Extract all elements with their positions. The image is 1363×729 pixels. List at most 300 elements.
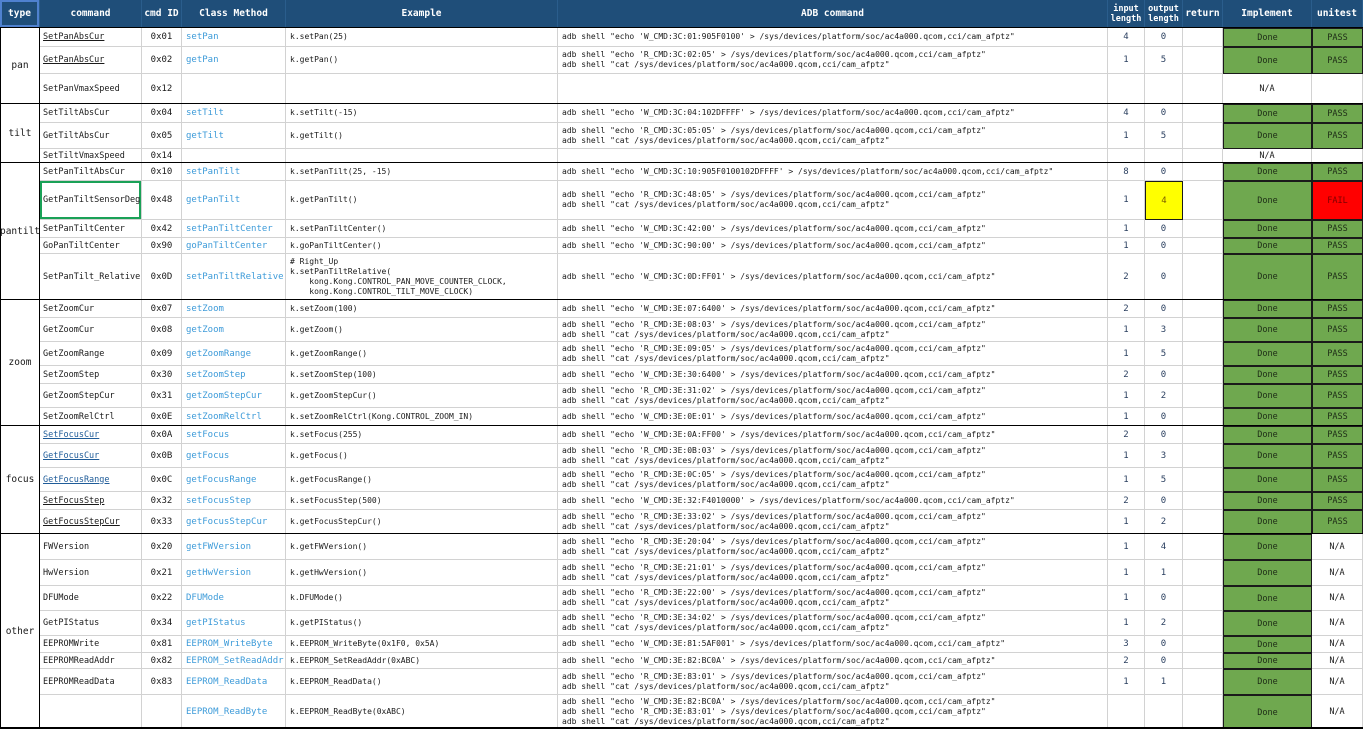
command-cell[interactable]: SetPanAbsCur — [40, 28, 142, 47]
output-length-cell[interactable]: 3 — [1145, 444, 1183, 468]
class-method-cell[interactable]: setPanTilt — [182, 163, 286, 181]
example-cell[interactable] — [286, 181, 558, 220]
input-length-cell[interactable] — [1108, 695, 1145, 729]
implement-cell[interactable]: Done — [1223, 695, 1312, 729]
unitest-cell[interactable]: N/A — [1312, 534, 1363, 560]
input-length-cell[interactable]: 1 — [1108, 408, 1145, 425]
unitest-cell[interactable]: PASS — [1312, 384, 1363, 408]
implement-cell[interactable]: Done — [1223, 254, 1312, 299]
implement-cell[interactable]: Done — [1223, 300, 1312, 318]
input-length-cell[interactable] — [1108, 149, 1145, 162]
return-cell[interactable] — [1183, 611, 1223, 636]
unitest-cell[interactable]: N/A — [1312, 636, 1363, 653]
return-cell[interactable] — [1183, 74, 1223, 103]
implement-cell[interactable]: Done — [1223, 636, 1312, 653]
cmd-id-cell[interactable]: 0x21 — [142, 560, 182, 586]
cmd-id-cell[interactable]: 0x31 — [142, 384, 182, 408]
return-cell[interactable] — [1183, 426, 1223, 444]
unitest-cell[interactable]: PASS — [1312, 254, 1363, 299]
unitest-cell[interactable]: FAIL — [1312, 181, 1363, 220]
return-cell[interactable] — [1183, 510, 1223, 533]
output-length-cell[interactable]: 1 — [1145, 669, 1183, 695]
type-group-label[interactable]: pantilt — [0, 163, 40, 299]
example-cell[interactable] — [286, 74, 558, 103]
example-cell[interactable] — [286, 384, 558, 408]
example-cell[interactable] — [286, 468, 558, 492]
output-length-cell[interactable]: 2 — [1145, 384, 1183, 408]
adb-command-cell[interactable] — [558, 366, 1108, 384]
input-length-cell[interactable]: 1 — [1108, 384, 1145, 408]
implement-cell[interactable]: Done — [1223, 342, 1312, 366]
implement-cell[interactable]: Done — [1223, 47, 1312, 74]
col-header-adb-command[interactable]: ADB command — [558, 0, 1108, 27]
implement-cell[interactable]: Done — [1223, 510, 1312, 533]
output-length-cell[interactable]: 0 — [1145, 408, 1183, 425]
class-method-cell[interactable]: EEPROM_SetReadAddr — [182, 653, 286, 669]
return-cell[interactable] — [1183, 408, 1223, 425]
example-cell[interactable] — [286, 123, 558, 149]
implement-cell[interactable]: Done — [1223, 586, 1312, 611]
implement-cell[interactable]: Done — [1223, 384, 1312, 408]
input-length-cell[interactable]: 1 — [1108, 468, 1145, 492]
command-cell[interactable]: SetPanTiltAbsCur — [40, 163, 142, 181]
input-length-cell[interactable]: 1 — [1108, 510, 1145, 533]
input-length-cell[interactable]: 1 — [1108, 47, 1145, 74]
unitest-cell[interactable]: PASS — [1312, 318, 1363, 342]
adb-command-cell[interactable] — [558, 408, 1108, 425]
output-length-cell[interactable]: 0 — [1145, 163, 1183, 181]
return-cell[interactable] — [1183, 181, 1223, 220]
adb-command-cell[interactable] — [558, 47, 1108, 74]
unitest-cell[interactable] — [1312, 149, 1363, 162]
implement-cell[interactable]: Done — [1223, 366, 1312, 384]
example-cell[interactable] — [286, 611, 558, 636]
adb-command-cell[interactable] — [558, 220, 1108, 238]
cmd-id-cell[interactable]: 0x02 — [142, 47, 182, 74]
adb-command-cell[interactable] — [558, 104, 1108, 123]
example-cell[interactable] — [286, 163, 558, 181]
output-length-cell[interactable]: 0 — [1145, 254, 1183, 299]
return-cell[interactable] — [1183, 636, 1223, 653]
example-cell[interactable] — [286, 560, 558, 586]
unitest-cell[interactable]: PASS — [1312, 444, 1363, 468]
output-length-cell[interactable]: 5 — [1145, 123, 1183, 149]
command-cell[interactable]: SetTiltAbsCur — [40, 104, 142, 123]
col-header-class-method[interactable]: Class Method — [182, 0, 286, 27]
example-cell[interactable] — [286, 534, 558, 560]
adb-command-cell[interactable] — [558, 254, 1108, 299]
class-method-cell[interactable]: getPIStatus — [182, 611, 286, 636]
class-method-cell[interactable]: setFocus — [182, 426, 286, 444]
class-method-cell[interactable]: setFocusStep — [182, 492, 286, 510]
return-cell[interactable] — [1183, 586, 1223, 611]
col-header-type[interactable]: type — [0, 0, 40, 27]
class-method-cell[interactable]: getFocusRange — [182, 468, 286, 492]
cmd-id-cell[interactable]: 0x0B — [142, 444, 182, 468]
cmd-id-cell[interactable]: 0x30 — [142, 366, 182, 384]
unitest-cell[interactable]: PASS — [1312, 123, 1363, 149]
type-group-label[interactable]: other — [0, 534, 40, 729]
adb-command-cell[interactable] — [558, 669, 1108, 695]
example-cell[interactable] — [286, 492, 558, 510]
cmd-id-cell[interactable]: 0x20 — [142, 534, 182, 560]
output-length-cell[interactable]: 0 — [1145, 238, 1183, 254]
type-group-label[interactable]: pan — [0, 28, 40, 103]
implement-cell[interactable]: Done — [1223, 408, 1312, 425]
implement-cell[interactable]: Done — [1223, 444, 1312, 468]
example-cell[interactable] — [286, 510, 558, 533]
input-length-cell[interactable]: 1 — [1108, 669, 1145, 695]
unitest-cell[interactable]: PASS — [1312, 408, 1363, 425]
command-cell[interactable]: SetFocusStep — [40, 492, 142, 510]
return-cell[interactable] — [1183, 384, 1223, 408]
adb-command-cell[interactable] — [558, 653, 1108, 669]
output-length-cell[interactable]: 5 — [1145, 47, 1183, 74]
cmd-id-cell[interactable]: 0x34 — [142, 611, 182, 636]
output-length-cell[interactable]: 0 — [1145, 220, 1183, 238]
cmd-id-cell[interactable]: 0x32 — [142, 492, 182, 510]
implement-cell[interactable]: N/A — [1223, 74, 1312, 103]
output-length-cell[interactable]: 0 — [1145, 104, 1183, 123]
unitest-cell[interactable]: PASS — [1312, 238, 1363, 254]
col-header-example[interactable]: Example — [286, 0, 558, 27]
col-header-cmd-id[interactable]: cmd ID — [142, 0, 182, 27]
command-cell[interactable]: GetPIStatus — [40, 611, 142, 636]
cmd-id-cell[interactable]: 0x01 — [142, 28, 182, 47]
example-cell[interactable] — [286, 636, 558, 653]
command-cell[interactable]: EEPROMReadAddr — [40, 653, 142, 669]
return-cell[interactable] — [1183, 149, 1223, 162]
class-method-cell[interactable]: getFocusStepCur — [182, 510, 286, 533]
col-header-implement[interactable]: Implement — [1223, 0, 1312, 27]
class-method-cell[interactable]: setZoom — [182, 300, 286, 318]
implement-cell[interactable]: Done — [1223, 611, 1312, 636]
input-length-cell[interactable] — [1108, 74, 1145, 103]
cmd-id-cell[interactable]: 0x48 — [142, 181, 182, 220]
cmd-id-cell[interactable]: 0x0E — [142, 408, 182, 425]
class-method-cell[interactable]: getZoomRange — [182, 342, 286, 366]
command-cell[interactable] — [40, 695, 142, 729]
implement-cell[interactable]: Done — [1223, 220, 1312, 238]
input-length-cell[interactable]: 1 — [1108, 238, 1145, 254]
unitest-cell[interactable]: N/A — [1312, 695, 1363, 729]
unitest-cell[interactable]: N/A — [1312, 653, 1363, 669]
example-cell[interactable] — [286, 426, 558, 444]
input-length-cell[interactable]: 1 — [1108, 586, 1145, 611]
output-length-cell[interactable]: 4 — [1145, 181, 1183, 220]
example-cell[interactable] — [286, 238, 558, 254]
unitest-cell[interactable]: N/A — [1312, 611, 1363, 636]
cmd-id-cell[interactable]: 0x42 — [142, 220, 182, 238]
command-cell[interactable]: EEPROMWrite — [40, 636, 142, 653]
class-method-cell[interactable]: getFWVersion — [182, 534, 286, 560]
return-cell[interactable] — [1183, 560, 1223, 586]
output-length-cell[interactable]: 5 — [1145, 468, 1183, 492]
command-cell[interactable]: GetZoomStepCur — [40, 384, 142, 408]
input-length-cell[interactable]: 4 — [1108, 104, 1145, 123]
input-length-cell[interactable]: 4 — [1108, 28, 1145, 47]
adb-command-cell[interactable] — [558, 384, 1108, 408]
command-cell[interactable]: SetZoomCur — [40, 300, 142, 318]
input-length-cell[interactable]: 1 — [1108, 220, 1145, 238]
return-cell[interactable] — [1183, 254, 1223, 299]
return-cell[interactable] — [1183, 300, 1223, 318]
class-method-cell[interactable]: setZoomStep — [182, 366, 286, 384]
input-length-cell[interactable]: 2 — [1108, 254, 1145, 299]
example-cell[interactable] — [286, 695, 558, 729]
col-header-return[interactable]: return — [1183, 0, 1223, 27]
cmd-id-cell[interactable]: 0x82 — [142, 653, 182, 669]
input-length-cell[interactable]: 1 — [1108, 534, 1145, 560]
class-method-cell[interactable]: EEPROM_ReadByte — [182, 695, 286, 729]
class-method-cell[interactable] — [182, 74, 286, 103]
unitest-cell[interactable]: PASS — [1312, 468, 1363, 492]
command-cell[interactable]: HwVersion — [40, 560, 142, 586]
return-cell[interactable] — [1183, 123, 1223, 149]
input-length-cell[interactable]: 1 — [1108, 123, 1145, 149]
implement-cell[interactable]: Done — [1223, 653, 1312, 669]
class-method-cell[interactable]: setTilt — [182, 104, 286, 123]
unitest-cell[interactable]: PASS — [1312, 366, 1363, 384]
example-cell[interactable] — [286, 149, 558, 162]
example-cell[interactable] — [286, 318, 558, 342]
adb-command-cell[interactable] — [558, 492, 1108, 510]
class-method-cell[interactable]: getZoom — [182, 318, 286, 342]
class-method-cell[interactable]: getTilt — [182, 123, 286, 149]
example-cell[interactable] — [286, 653, 558, 669]
command-cell[interactable]: EEPROMReadData — [40, 669, 142, 695]
unitest-cell[interactable]: PASS — [1312, 492, 1363, 510]
cmd-id-cell[interactable]: 0x90 — [142, 238, 182, 254]
output-length-cell[interactable]: 0 — [1145, 653, 1183, 669]
class-method-cell[interactable]: setZoomRelCtrl — [182, 408, 286, 425]
input-length-cell[interactable]: 2 — [1108, 300, 1145, 318]
class-method-cell[interactable]: EEPROM_ReadData — [182, 669, 286, 695]
command-cell[interactable]: SetZoomRelCtrl — [40, 408, 142, 425]
return-cell[interactable] — [1183, 163, 1223, 181]
output-length-cell[interactable] — [1145, 74, 1183, 103]
command-cell[interactable]: GetZoomCur — [40, 318, 142, 342]
unitest-cell[interactable]: PASS — [1312, 28, 1363, 47]
class-method-cell[interactable]: getPan — [182, 47, 286, 74]
cmd-id-cell[interactable]: 0x14 — [142, 149, 182, 162]
input-length-cell[interactable]: 8 — [1108, 163, 1145, 181]
col-header-unitest[interactable]: unitest — [1312, 0, 1363, 27]
output-length-cell[interactable]: 1 — [1145, 560, 1183, 586]
command-cell[interactable]: GetTiltAbsCur — [40, 123, 142, 149]
input-length-cell[interactable]: 1 — [1108, 611, 1145, 636]
col-header-output-length[interactable]: output length — [1145, 0, 1183, 27]
implement-cell[interactable]: Done — [1223, 534, 1312, 560]
cmd-id-cell[interactable]: 0x83 — [142, 669, 182, 695]
output-length-cell[interactable]: 0 — [1145, 636, 1183, 653]
adb-command-cell[interactable] — [558, 318, 1108, 342]
return-cell[interactable] — [1183, 669, 1223, 695]
command-cell[interactable]: SetPanTilt_Relative — [40, 254, 142, 299]
adb-command-cell[interactable] — [558, 444, 1108, 468]
output-length-cell[interactable] — [1145, 149, 1183, 162]
example-cell[interactable] — [286, 254, 558, 299]
adb-command-cell[interactable] — [558, 468, 1108, 492]
implement-cell[interactable]: Done — [1223, 163, 1312, 181]
input-length-cell[interactable]: 3 — [1108, 636, 1145, 653]
unitest-cell[interactable]: PASS — [1312, 426, 1363, 444]
output-length-cell[interactable]: 5 — [1145, 342, 1183, 366]
cmd-id-cell[interactable]: 0x22 — [142, 586, 182, 611]
input-length-cell[interactable]: 2 — [1108, 492, 1145, 510]
command-cell[interactable]: GetFocusCur — [40, 444, 142, 468]
type-group-label[interactable]: focus — [0, 426, 40, 533]
implement-cell[interactable]: Done — [1223, 28, 1312, 47]
example-cell[interactable] — [286, 586, 558, 611]
adb-command-cell[interactable] — [558, 74, 1108, 103]
adb-command-cell[interactable] — [558, 611, 1108, 636]
return-cell[interactable] — [1183, 492, 1223, 510]
command-cell[interactable]: SetTiltVmaxSpeed — [40, 149, 142, 162]
cmd-id-cell[interactable]: 0x10 — [142, 163, 182, 181]
output-length-cell[interactable]: 0 — [1145, 492, 1183, 510]
unitest-cell[interactable]: PASS — [1312, 47, 1363, 74]
cmd-id-cell[interactable]: 0x05 — [142, 123, 182, 149]
adb-command-cell[interactable] — [558, 28, 1108, 47]
example-cell[interactable] — [286, 366, 558, 384]
col-header-command[interactable]: command — [40, 0, 142, 27]
return-cell[interactable] — [1183, 104, 1223, 123]
implement-cell[interactable]: Done — [1223, 560, 1312, 586]
adb-command-cell[interactable] — [558, 123, 1108, 149]
unitest-cell[interactable]: PASS — [1312, 104, 1363, 123]
cmd-id-cell[interactable]: 0x0D — [142, 254, 182, 299]
cmd-id-cell[interactable] — [142, 695, 182, 729]
input-length-cell[interactable]: 1 — [1108, 342, 1145, 366]
command-cell[interactable]: GetFocusRange — [40, 468, 142, 492]
adb-command-cell[interactable] — [558, 426, 1108, 444]
example-cell[interactable] — [286, 47, 558, 74]
class-method-cell[interactable]: setPan — [182, 28, 286, 47]
return-cell[interactable] — [1183, 444, 1223, 468]
class-method-cell[interactable] — [182, 149, 286, 162]
output-length-cell[interactable]: 4 — [1145, 534, 1183, 560]
output-length-cell[interactable] — [1145, 695, 1183, 729]
unitest-cell[interactable]: N/A — [1312, 560, 1363, 586]
implement-cell[interactable]: Done — [1223, 669, 1312, 695]
cmd-id-cell[interactable]: 0x0C — [142, 468, 182, 492]
implement-cell[interactable]: Done — [1223, 492, 1312, 510]
implement-cell[interactable]: Done — [1223, 426, 1312, 444]
class-method-cell[interactable]: EEPROM_WriteByte — [182, 636, 286, 653]
example-cell[interactable] — [286, 444, 558, 468]
return-cell[interactable] — [1183, 220, 1223, 238]
implement-cell[interactable]: N/A — [1223, 149, 1312, 162]
input-length-cell[interactable]: 2 — [1108, 426, 1145, 444]
command-cell[interactable]: SetFocusCur — [40, 426, 142, 444]
cmd-id-cell[interactable]: 0x07 — [142, 300, 182, 318]
example-cell[interactable] — [286, 104, 558, 123]
output-length-cell[interactable]: 3 — [1145, 318, 1183, 342]
adb-command-cell[interactable] — [558, 510, 1108, 533]
class-method-cell[interactable]: goPanTiltCenter — [182, 238, 286, 254]
class-method-cell[interactable]: DFUMode — [182, 586, 286, 611]
cmd-id-cell[interactable]: 0x08 — [142, 318, 182, 342]
adb-command-cell[interactable] — [558, 181, 1108, 220]
command-cell[interactable]: SetZoomStep — [40, 366, 142, 384]
return-cell[interactable] — [1183, 318, 1223, 342]
return-cell[interactable] — [1183, 238, 1223, 254]
class-method-cell[interactable]: setPanTiltCenter — [182, 220, 286, 238]
example-cell[interactable] — [286, 408, 558, 425]
command-cell[interactable]: GetFocusStepCur — [40, 510, 142, 533]
output-length-cell[interactable]: 0 — [1145, 366, 1183, 384]
cmd-id-cell[interactable]: 0x33 — [142, 510, 182, 533]
cmd-id-cell[interactable]: 0x09 — [142, 342, 182, 366]
adb-command-cell[interactable] — [558, 342, 1108, 366]
unitest-cell[interactable]: PASS — [1312, 510, 1363, 533]
unitest-cell[interactable]: N/A — [1312, 669, 1363, 695]
implement-cell[interactable]: Done — [1223, 104, 1312, 123]
unitest-cell[interactable]: PASS — [1312, 163, 1363, 181]
example-cell[interactable] — [286, 220, 558, 238]
cmd-id-cell[interactable]: 0x81 — [142, 636, 182, 653]
output-length-cell[interactable]: 0 — [1145, 300, 1183, 318]
command-cell[interactable]: GetZoomRange — [40, 342, 142, 366]
type-group-label[interactable]: tilt — [0, 104, 40, 162]
example-cell[interactable] — [286, 669, 558, 695]
adb-command-cell[interactable] — [558, 695, 1108, 729]
unitest-cell[interactable]: PASS — [1312, 220, 1363, 238]
input-length-cell[interactable]: 1 — [1108, 318, 1145, 342]
command-cell[interactable]: GetPanAbsCur — [40, 47, 142, 74]
return-cell[interactable] — [1183, 366, 1223, 384]
command-cell[interactable]: SetPanVmaxSpeed — [40, 74, 142, 103]
return-cell[interactable] — [1183, 468, 1223, 492]
example-cell[interactable] — [286, 342, 558, 366]
unitest-cell[interactable] — [1312, 74, 1363, 103]
class-method-cell[interactable]: getZoomStepCur — [182, 384, 286, 408]
return-cell[interactable] — [1183, 28, 1223, 47]
adb-command-cell[interactable] — [558, 534, 1108, 560]
adb-command-cell[interactable] — [558, 586, 1108, 611]
command-cell[interactable]: FWVersion — [40, 534, 142, 560]
type-group-label[interactable]: zoom — [0, 300, 40, 425]
output-length-cell[interactable]: 0 — [1145, 586, 1183, 611]
return-cell[interactable] — [1183, 695, 1223, 729]
unitest-cell[interactable]: N/A — [1312, 586, 1363, 611]
command-cell[interactable]: GoPanTiltCenter — [40, 238, 142, 254]
adb-command-cell[interactable] — [558, 238, 1108, 254]
adb-command-cell[interactable] — [558, 300, 1108, 318]
class-method-cell[interactable]: getPanTilt — [182, 181, 286, 220]
command-cell[interactable]: DFUMode — [40, 586, 142, 611]
output-length-cell[interactable]: 2 — [1145, 611, 1183, 636]
command-cell[interactable]: GetPanTiltSensorDeg — [40, 181, 142, 220]
unitest-cell[interactable]: PASS — [1312, 300, 1363, 318]
cmd-id-cell[interactable]: 0x0A — [142, 426, 182, 444]
example-cell[interactable] — [286, 300, 558, 318]
unitest-cell[interactable]: PASS — [1312, 342, 1363, 366]
implement-cell[interactable]: Done — [1223, 181, 1312, 220]
implement-cell[interactable]: Done — [1223, 318, 1312, 342]
implement-cell[interactable]: Done — [1223, 238, 1312, 254]
return-cell[interactable] — [1183, 534, 1223, 560]
output-length-cell[interactable]: 0 — [1145, 426, 1183, 444]
cmd-id-cell[interactable]: 0x04 — [142, 104, 182, 123]
class-method-cell[interactable]: getFocus — [182, 444, 286, 468]
input-length-cell[interactable]: 1 — [1108, 560, 1145, 586]
command-cell[interactable]: SetPanTiltCenter — [40, 220, 142, 238]
class-method-cell[interactable]: setPanTiltRelative — [182, 254, 286, 299]
implement-cell[interactable]: Done — [1223, 123, 1312, 149]
implement-cell[interactable]: Done — [1223, 468, 1312, 492]
